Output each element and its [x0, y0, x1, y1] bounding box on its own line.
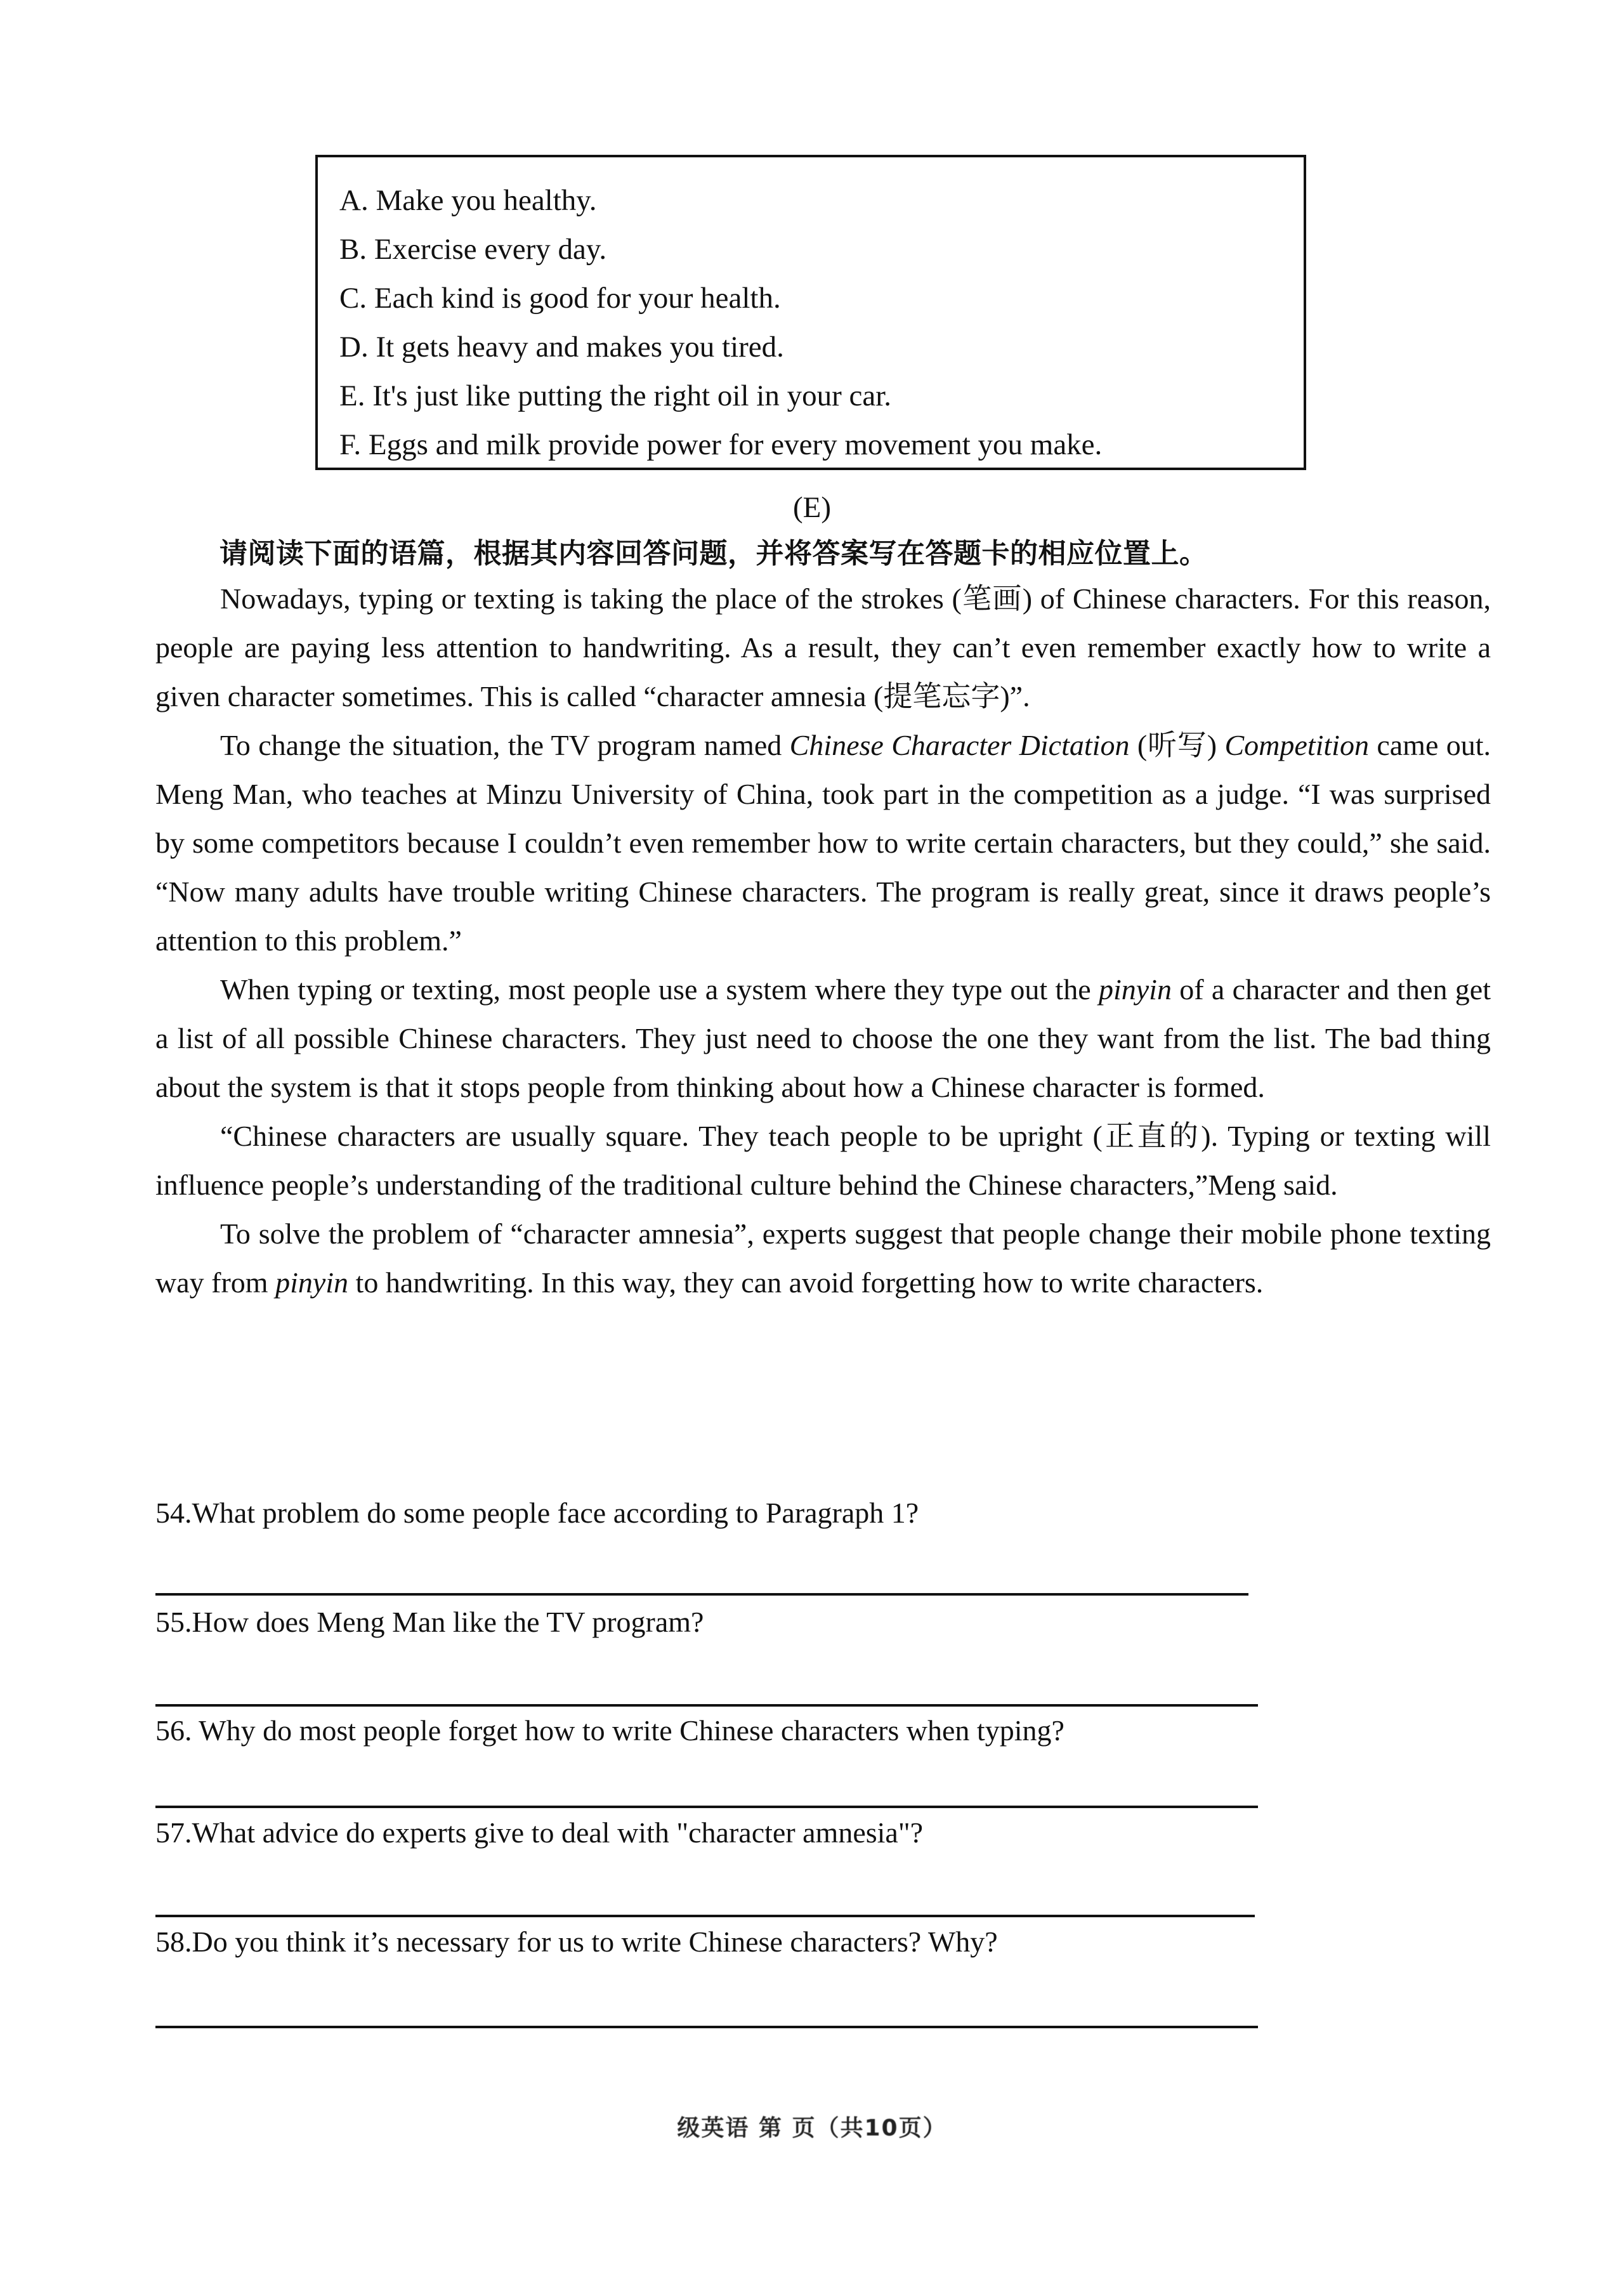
passage-text: Nowadays, typing or texting is taking the place of the strokes (笔画) of Chinese characters. For this reason, people are paying less attention to handwriting. As a result, they can’t even remember exactly how to write a given character sometimes. This is called “character amnesia (提笔忘字)”.: [155, 582, 1491, 712]
passage-text: To change the situation, the TV program named: [220, 729, 790, 761]
answer-line-56[interactable]: [155, 1806, 1258, 1808]
question-55: 55.How does Meng Man like the TV program?: [155, 1606, 704, 1638]
answer-line-58[interactable]: [155, 2026, 1258, 2028]
reading-passage: [155, 574, 1491, 1307]
passage-text: When typing or texting, most people use a system where they type out the: [220, 973, 1099, 1006]
italic-title-text: Chinese Character Dictation: [789, 729, 1130, 761]
question-56: 56. Why do most people forget how to write Chinese characters when typing?: [155, 1714, 1064, 1747]
passage-paragraph: [155, 721, 1491, 965]
answer-line-57[interactable]: [155, 1915, 1255, 1917]
passage-paragraph: [155, 965, 1491, 1112]
passage-text: of a character and then get a list of all possible Chinese characters. They just need to choose the one they want from the list. The bad thing about the system is that it stops people from thinking about how a Chinese character is formed.: [155, 973, 1491, 1103]
question-54: 54.What problem do some people face according to Paragraph 1?: [155, 1497, 919, 1529]
passage-text: to handwriting. In this way, they can avoid forgetting how to write characters.: [348, 1266, 1264, 1299]
passage-paragraph: [155, 1209, 1491, 1307]
italic-title-text: pinyin: [275, 1266, 349, 1299]
italic-title-text: Competition: [1224, 729, 1369, 761]
answer-line-55[interactable]: [155, 1704, 1258, 1707]
section-label: (E): [792, 491, 831, 524]
passage-paragraph: [155, 574, 1491, 721]
italic-title-text: pinyin: [1098, 973, 1172, 1006]
option-d: D. It gets heavy and makes you tired.: [339, 331, 784, 364]
answer-line-54[interactable]: [155, 1593, 1248, 1596]
page-footer: 级英语 第 页（共10页）: [677, 2115, 947, 2141]
options-box: [315, 155, 1306, 470]
option-e: E. It's just like putting the right oil in your car.: [339, 379, 892, 412]
section-instruction: 请阅读下面的语篇，根据其内容回答问题，并将答案写在答题卡的相应位置上。: [219, 537, 1208, 570]
option-c: C. Each kind is good for your health.: [339, 282, 781, 315]
passage-text: “Chinese characters are usually square. They teach people to be upright (正直的). Typing or texting will influence people’s understanding of the traditional culture behind the Chinese characters,”Meng said.: [155, 1120, 1491, 1201]
question-57: 57.What advice do experts give to deal with "character amnesia"?: [155, 1816, 924, 1849]
passage-text: came out. Meng Man, who teaches at Minzu University of China, took part in the competition as a judge. “I was surprised by some competitors because I couldn’t even remember how to write certain characters, but they could,” she said. “Now many adults have trouble writing Chinese characters. The program is really great, since it draws people’s attention to this problem.”: [155, 729, 1491, 957]
passage-paragraph: [155, 1112, 1491, 1209]
question-58: 58.Do you think it’s necessary for us to write Chinese characters? Why?: [155, 1925, 998, 1958]
option-b: B. Exercise every day.: [339, 233, 607, 266]
option-f: F. Eggs and milk provide power for every movement you make.: [339, 428, 1103, 461]
passage-text: (听写): [1129, 729, 1225, 761]
option-a: A. Make you healthy.: [339, 184, 597, 217]
passage-text: To solve the problem of “character amnesia”, experts suggest that people change their mobile phone texting way from: [155, 1217, 1491, 1299]
